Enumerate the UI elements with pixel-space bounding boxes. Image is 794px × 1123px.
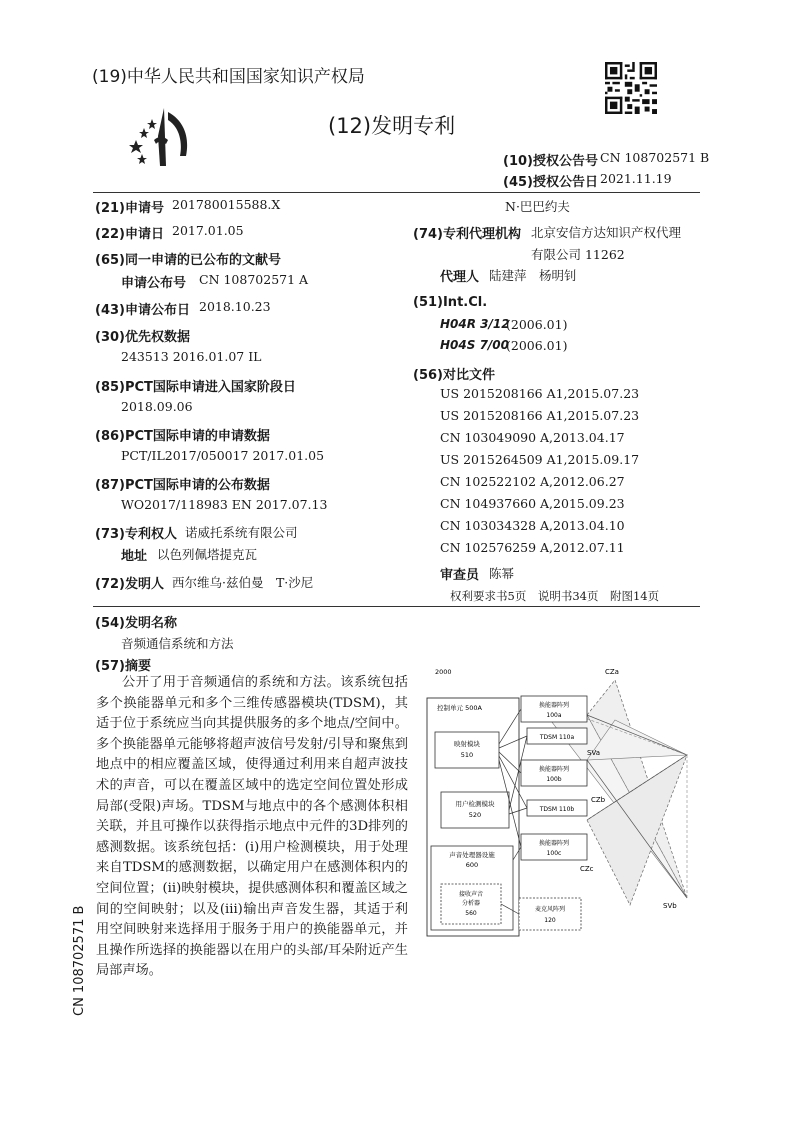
receiver-analyzer-number: 560 <box>465 910 477 917</box>
qr-code <box>605 62 657 114</box>
pct-app-value: PCT/IL2017/050017 2017.01.05 <box>121 448 325 463</box>
reference-item: CN 102576259 A,2012.07.11 <box>440 540 625 555</box>
address-value: 以色列佩塔提克瓦 <box>157 547 258 562</box>
transducer-array-b-number: 100b <box>546 776 562 783</box>
receiver-analyzer-label: 接收声音 <box>458 891 484 898</box>
reference-item: US 2015208166 A1,2015.07.23 <box>440 386 640 401</box>
pub-no-label: (10)授权公告号 <box>503 154 598 169</box>
invention-title: 音频通信系统和方法 <box>121 636 234 651</box>
tdsm-b-label: TDSM 110b <box>539 806 575 813</box>
reference-item: CN 103049090 A,2013.04.17 <box>440 430 625 445</box>
mapping-module-number: 510 <box>460 751 474 759</box>
reference-item: US 2015208166 A1,2015.07.23 <box>440 408 640 423</box>
abstract-text: 公开了用于音频通信的系统和方法。该系统包括多个换能器单元和多个三维传感器模块(TDSM)，其适于位于系统应当向其提供服务的多个地点/空间中。多个换能器单元能够将超声波信号发射/引导和聚焦到地点中的相应覆盖区域，使得通过利用来自超声波技术的声音，可以在覆盖区域中的选定空间位置处形成局部(受限)声场。TDSM与地点中的各个感测体积相关联，并且可操作以获得指示地点中元件的3D排列的感测数据。该系统包括：(i)用户检测模块，用于处理来自TDSM的感测数据，以确定用户在感测体积内的空间位置；(ii)映射模块，提供感测体积和覆盖区域之间的空间映射；以及(iii)输出声音发生器，其适于利用空间映射来选择用于服务于用户的换能器单元，并且操作所选择的换能器以在用户的头部/耳朵附近产生局部声场。 <box>96 675 408 979</box>
app-no-label: (21)申请号 <box>95 201 164 216</box>
inventor-label: (72)发明人 <box>95 577 164 592</box>
side-pub-number: CN 108702571 B <box>72 905 87 1016</box>
agency-label: (74)专利代理机构 <box>413 227 521 242</box>
owner-label: (73)专利权人 <box>95 527 177 542</box>
prior-pub-sub-label: 申请公布号 <box>121 276 187 291</box>
abstract-figure <box>415 660 700 950</box>
pct-entry-label: (85)PCT国际申请进入国家阶段日 <box>95 380 296 395</box>
czb-label: CZb <box>591 796 606 804</box>
intcl-version: (2006.01) <box>506 338 568 353</box>
svb-label: SVb <box>663 902 677 910</box>
reference-item: CN 103034328 A,2013.04.10 <box>440 518 625 533</box>
agency-line2: 有限公司 11262 <box>531 247 625 262</box>
user-detection-box <box>441 792 509 828</box>
tdsm-a-label: TDSM 110a <box>539 734 575 741</box>
refs-label: (56)对比文件 <box>413 368 495 383</box>
priority-label: (30)优先权数据 <box>95 330 190 345</box>
page-counts: 权利要求书5页 说明书34页 附图14页 <box>450 589 660 603</box>
user-detection-number: 520 <box>468 811 482 819</box>
priority-value: 243513 2016.01.07 IL <box>121 349 262 364</box>
app-date-label: (22)申请日 <box>95 227 164 242</box>
mic-array-label: 麦克风阵列 <box>534 906 566 913</box>
intcl-label: (51)Int.Cl. <box>413 295 488 310</box>
transducer-array-b-label: 换能器阵列 <box>538 766 570 773</box>
user-detection-label: 用户检测模块 <box>455 800 495 808</box>
pct-pub-label: (87)PCT国际申请的公布数据 <box>95 478 270 493</box>
pct-pub-value: WO2017/118983 EN 2017.07.13 <box>121 497 328 512</box>
grant-date-label: (45)授权公告日 <box>503 175 598 190</box>
reference-item: CN 104937660 A,2015.09.23 <box>440 496 625 511</box>
prior-pub-label: (65)同一申请的已公布的文献号 <box>95 253 281 268</box>
intcl-version: (2006.01) <box>506 317 568 332</box>
mapping-module-label: 映射模块 <box>454 740 480 748</box>
audio-processor-number: 600 <box>465 861 479 869</box>
control-unit-label: 控制单元 500A <box>437 704 482 712</box>
sva-label: SVa <box>587 749 600 757</box>
prior-pub-no: CN 108702571 A <box>199 272 309 287</box>
cza-label: CZa <box>605 668 619 676</box>
reference-item: US 2015264509 A1,2015.09.17 <box>440 452 640 467</box>
title-label: (54)发明名称 <box>95 616 177 631</box>
document-type: (12)发明专利 <box>328 114 456 138</box>
cnipa-logo <box>128 106 194 168</box>
app-no: 201780015588.X <box>172 197 281 212</box>
examiner-name: 陈幂 <box>489 566 515 581</box>
pub-no: CN 108702571 B <box>600 150 710 165</box>
abstract-label: (57)摘要 <box>95 659 151 674</box>
intcl-code: H04S 7/00 <box>440 338 509 352</box>
transducer-array-a-label: 换能器阵列 <box>538 702 570 709</box>
mapping-module-box <box>435 732 499 768</box>
mic-array-box <box>519 898 581 930</box>
section-rule <box>93 606 700 607</box>
czc-label: CZc <box>580 865 594 873</box>
agent-label: 代理人 <box>440 270 480 285</box>
reference-item: CN 102522102 A,2012.06.27 <box>440 474 625 489</box>
pub-date: 2018.10.23 <box>199 299 271 314</box>
pct-entry-date: 2018.09.06 <box>121 399 193 414</box>
receiver-analyzer-label2: 分析器 <box>461 900 481 907</box>
audio-processor-label: 声音处理器设施 <box>449 851 495 859</box>
transducer-array-a-number: 100a <box>546 712 562 719</box>
inventor-continued: N·巴巴约夫 <box>505 199 570 214</box>
address-label: 地址 <box>121 549 148 564</box>
transducer-array-c-number: 100c <box>546 850 562 857</box>
pct-app-label: (86)PCT国际申请的申请数据 <box>95 429 270 444</box>
owner-name: 诺威托系统有限公司 <box>185 525 298 540</box>
inventor-names: 西尔维乌·兹伯曼 T·沙尼 <box>172 575 314 590</box>
patent-office-name: (19)中华人民共和国国家知识产权局 <box>92 67 365 87</box>
app-date: 2017.01.05 <box>172 223 244 238</box>
figure-number: 2000 <box>435 668 452 676</box>
examiner-label: 审查员 <box>440 568 480 583</box>
mic-array-number: 120 <box>544 917 556 924</box>
agent-names: 陆建萍 杨明钊 <box>489 268 577 283</box>
agency-line1: 北京安信方达知识产权代理 <box>531 225 682 240</box>
transducer-array-c-label: 换能器阵列 <box>538 840 570 847</box>
intcl-code: H04R 3/12 <box>440 317 510 331</box>
grant-date: 2021.11.19 <box>600 171 672 186</box>
pub-date-label: (43)申请公布日 <box>95 303 190 318</box>
header-rule <box>93 192 700 193</box>
